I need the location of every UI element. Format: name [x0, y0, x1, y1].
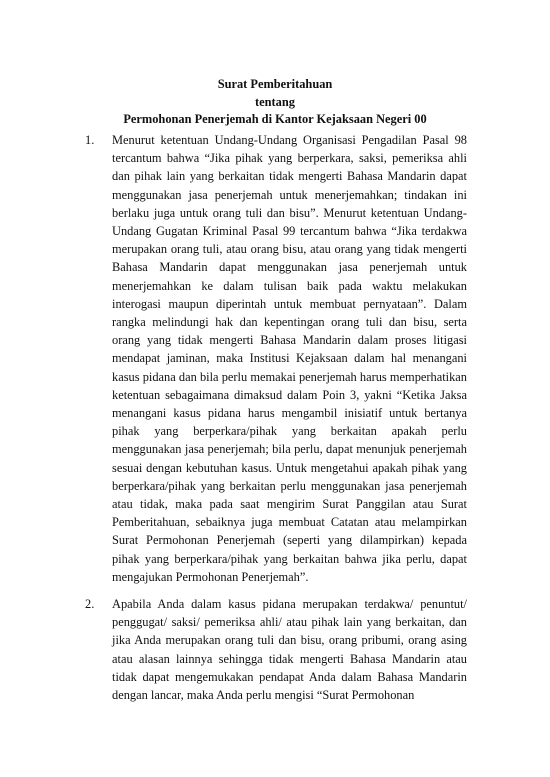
document-title	[0, 76, 550, 129]
title-line-2: tentang	[255, 94, 295, 109]
paragraph-text-1: Menurut ketentuan Undang-Undang Organisasi Pengadilan Pasal 98 tercantum bahwa “Jika pihak yang berperkara, saksi, pemeriksa ahli dan pihak lain yang berkaitan tidak mengerti Bahasa Mandarin dapat menggunakan jasa penerjemah untuk menerjemahkan; tindakan ini berlaku juga untuk orang tuli dan bisu”. Menurut ketentuan Undang-Undang Gugatan Kriminal Pasal 99 tercantum bahwa “Jika terdakwa merupakan orang tuli, atau orang bisu, atau orang yang tidak mengerti Bahasa Mandarin dapat menggunakan jasa penerjemah untuk menerjemahkan ke dalam tulisan baik pada waktu melakukan interogasi maupun diperintah untuk membuat pernyataan”. Dalam rangka melindungi hak dan kepentingan orang tuli dan bisu, serta orang yang tidak mengerti Bahasa Mandarin dalam proses litigasi mendapat jaminan, maka Institusi Kejaksaan dalam hal menangani kasus pidana dan bila perlu memakai penerjemah harus memperhatikan ketentuan sebagaimana dimaksud dalam Poin 3, yakni “Ketika Jaksa menangani kasus pidana harus mengambil inisiatif untuk bertanya pihak yang berperkara/pihak yang berkaitan apakah perlu menggunakan jasa penerjemah; bila perlu, dapat menunjuk penerjemah sesuai dengan kebutuhan kasus. Untuk mengetahui apakah pihak yang berperkara/pihak yang berkaitan perlu menggunakan jasa penerjemah atau tidak, maka pada saat mengirim Surat Panggilan atau Surat Pemberitahuan, sebaiknya juga membuat Catatan atau melampirkan Surat Permohonan Penerjemah (seperti yang dilampirkan) kepada pihak yang berperkara/pihak yang berkaitan bahwa jika perlu, dapat mengajukan Permohonan Penerjemah”.	[112, 133, 467, 584]
paragraph-text-2: Apabila Anda dalam kasus pidana merupakan terdakwa/ penuntut/ penggugat/ saksi/ pemeriksa ahli/ atau pihak lain yang berkaitan, dan jika Anda merupakan orang tuli dan bisu, orang pribumi, orang asing atau alasan lainnya sehingga tidak mengerti Bahasa Mandarin atau tidak dapat mengemukakan pendapat Anda dalam Bahasa Mandarin dengan lancar, maka Anda perlu mengisi “Surat Permohonan	[112, 597, 467, 703]
title-line-3: Permohonan Penerjemah di Kantor Kejaksaan Negeri 00	[123, 112, 427, 126]
title-line-1: Surat Pemberitahuan	[217, 77, 333, 91]
paragraph-number-1: 1.	[85, 133, 95, 147]
paragraph-number-2: 2.	[85, 597, 95, 611]
